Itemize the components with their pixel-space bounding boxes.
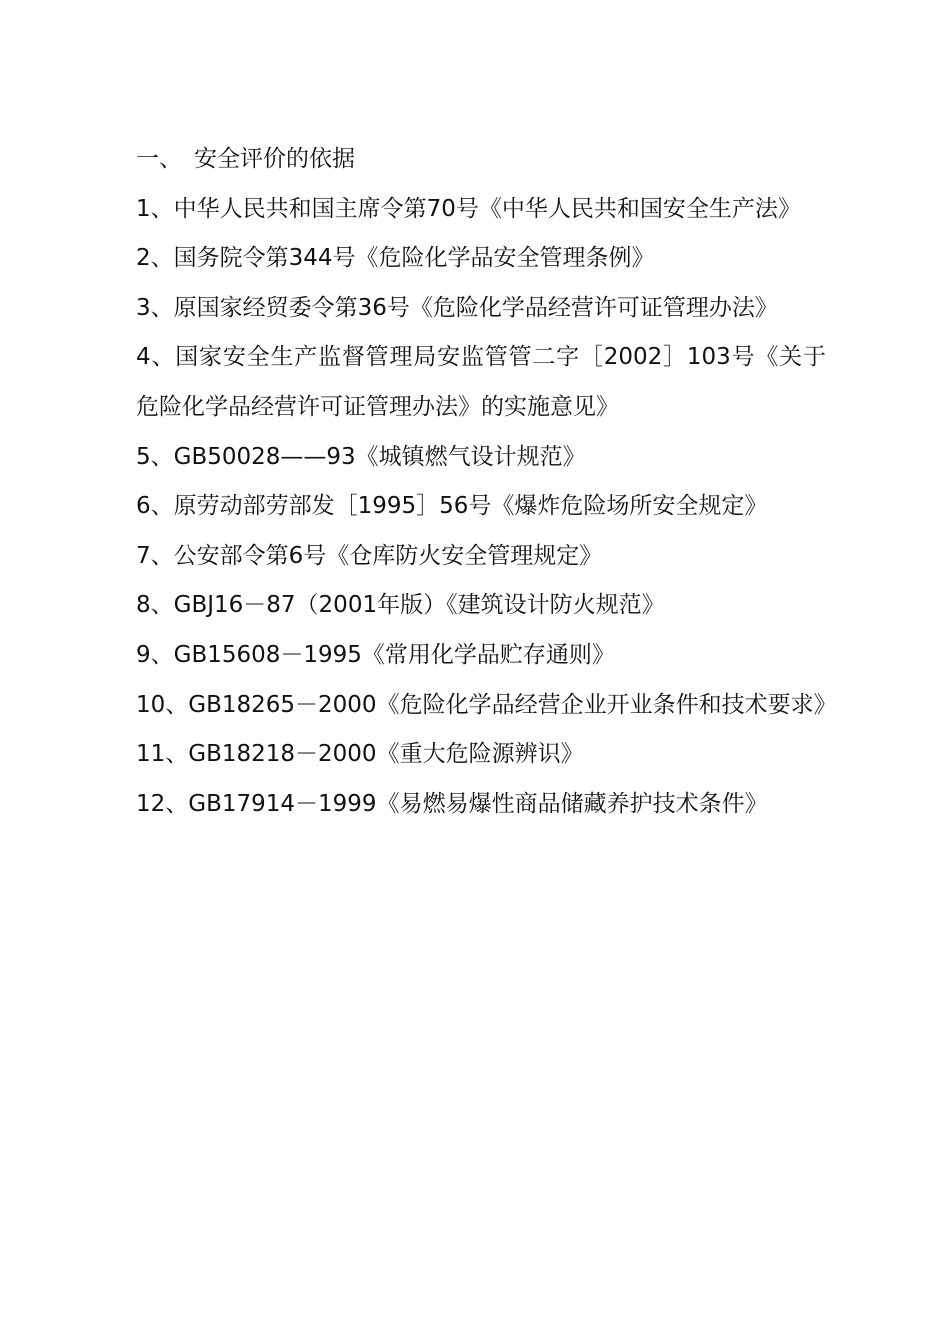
reference-item-4: 4、国家安全生产监督管理局安监管管二字［2002］103号《关于危险化学品经营许可证管理办法》的实施意见》 xyxy=(136,344,826,420)
reference-item-5: 5、GB50028——93《城镇燃气设计规范》 xyxy=(136,443,586,470)
reference-item-12: 12、GB17914－1999《易燃易爆性商品储藏养护技术条件》 xyxy=(136,790,768,817)
section-number: 一、 xyxy=(136,146,182,172)
reference-item-8: 8、GBJ16－87（2001年版）《建筑设计防火规范》 xyxy=(136,592,665,619)
reference-item-2: 2、国务院令第344号《危险化学品安全管理条例》 xyxy=(136,245,655,272)
reference-item-10: 10、GB18265－2000《危险化学品经营企业开业条件和技术要求》 xyxy=(136,691,837,718)
section-heading xyxy=(136,135,826,185)
document-body xyxy=(136,135,837,829)
reference-item-6: 6、原劳动部劳部发［1995］56号《爆炸危险场所安全规定》 xyxy=(136,493,768,520)
reference-item-1: 1、中华人民共和国主席令第70号《中华人民共和国安全生产法》 xyxy=(136,195,801,222)
reference-item-11: 11、GB18218－2000《重大危险源辨识》 xyxy=(136,741,584,768)
reference-item-9: 9、GB15608－1995《常用化学品贮存通则》 xyxy=(136,641,615,668)
reference-item-3: 3、原国家经贸委令第36号《危险化学品经营许可证管理办法》 xyxy=(136,294,778,321)
reference-item-7: 7、公安部令第6号《仓库防火安全管理规定》 xyxy=(136,542,603,569)
section-title: 安全评价的依据 xyxy=(194,146,355,172)
